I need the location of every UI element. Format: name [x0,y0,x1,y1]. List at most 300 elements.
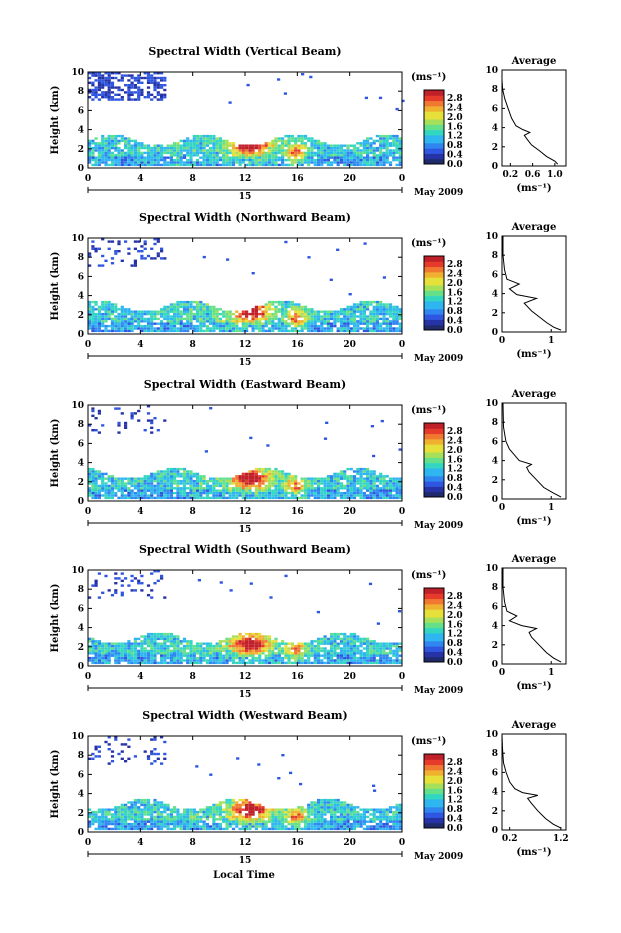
heatmap-cell [196,659,199,661]
heatmap-cell [203,821,206,823]
heatmap-cell [307,164,310,166]
heatmap-cell [307,137,310,139]
heatmap-cell [180,655,183,657]
heatmap-cell [150,330,153,332]
heatmap-cell [363,657,366,659]
heatmap-cell [252,473,255,475]
heatmap-cell [196,650,199,652]
heatmap-cell [98,313,101,315]
heatmap-cell [363,147,366,149]
heatmap-cell [314,492,317,494]
heatmap-cell [127,323,130,325]
heatmap-cell [127,652,130,654]
heatmap-cell [245,647,248,649]
heatmap-cell [389,325,392,327]
heatmap-cell [399,659,402,661]
heatmap-cell [140,154,143,156]
heatmap-cell [140,482,143,484]
heatmap-cell [176,306,179,308]
heatmap-cell [147,145,150,147]
heatmap-cell [121,313,124,315]
heatmap-cell [189,811,192,813]
heatmap-cell [350,485,353,487]
heatmap-cell [346,154,349,156]
heatmap-cell [193,645,196,647]
heatmap-cell [288,473,291,475]
heatmap-cell [333,157,336,159]
heatmap-cell [291,478,294,480]
heatmap-cell [176,490,179,492]
heatmap-cell [186,821,189,823]
heatmap-cell [252,635,255,637]
heatmap-cell [91,478,94,480]
heatmap-cell [91,650,94,652]
heatmap-cell [379,659,382,661]
heatmap-cell [373,318,376,320]
heatmap-cell [310,478,313,480]
heatmap-cell [386,485,389,487]
heatmap-cell [101,473,104,475]
heatmap-cell [360,313,363,315]
heatmap-cell [131,828,134,830]
heatmap-cell [203,311,206,313]
heatmap-cell [199,659,202,661]
heatmap-cell [167,152,170,154]
heatmap-cell [157,240,160,242]
average-y-tick-label: 0 [492,162,498,172]
heatmap-cell [186,325,189,327]
heatmap-cell [219,149,222,151]
heatmap-cell [104,152,107,154]
heatmap-cell [189,494,192,496]
heatmap-cell [183,825,186,827]
heatmap-cell [281,140,284,142]
heatmap-cell [399,487,402,489]
heatmap-cell [258,650,261,652]
heatmap-cell [242,652,245,654]
heatmap-cell [310,494,313,496]
heatmap-cell [327,157,330,159]
heatmap-cell [314,330,317,332]
heatmap-cell [160,647,163,649]
heatmap-cell [297,652,300,654]
heatmap-cell [297,320,300,322]
heatmap-cell [98,647,101,649]
heatmap-cell [209,311,212,313]
heatmap-cell [255,325,258,327]
heatmap-cell [297,145,300,147]
heatmap-cell [310,313,313,315]
heatmap-cell [216,482,219,484]
heatmap-cell [173,643,176,645]
heatmap-cell [373,142,376,144]
heatmap-cell [131,417,134,419]
heatmap-cell [301,323,304,325]
heatmap-cell [176,635,179,637]
heatmap-cell [203,482,206,484]
heatmap-cell [271,161,274,163]
heatmap-cell [206,823,209,825]
heatmap-cell [219,478,222,480]
heatmap-cell [117,485,120,487]
heatmap-cell [333,315,336,317]
heatmap-cell [163,306,166,308]
heatmap-cell [288,487,291,489]
heatmap-cell [183,313,186,315]
heatmap-cell [199,828,202,830]
heatmap-cell [281,485,284,487]
heatmap-cell [104,154,107,156]
average-y-tick-label: 10 [485,232,498,242]
heatmap-cell [140,823,143,825]
heatmap-cell [163,149,166,151]
heatmap-cell [95,157,98,159]
heatmap-cell [131,161,134,163]
heatmap-cell [209,662,212,664]
heatmap-cell [386,303,389,305]
heatmap-cell [258,492,261,494]
heatmap-cell [91,327,94,329]
heatmap-cell [104,301,107,303]
heatmap-cell [261,149,264,151]
heatmap-cell [265,152,268,154]
heatmap-cell [199,152,202,154]
heatmap-cell [147,320,150,322]
heatmap-cell [317,149,320,151]
heatmap-cell [140,485,143,487]
heatmap-cell [137,487,140,489]
average-title: Average [511,554,557,565]
heatmap-cell [98,320,101,322]
heatmap-cell [379,497,382,499]
heatmap-cell [242,480,245,482]
heatmap-cell [232,147,235,149]
heatmap-cell [314,325,317,327]
heatmap-cell [117,140,120,142]
heatmap-cell [363,306,366,308]
heatmap-cell [278,308,281,310]
heatmap-cell [117,650,120,652]
heatmap-cell [147,811,150,813]
heatmap-cell [95,492,98,494]
heatmap-cell [111,262,114,264]
heatmap-cell [203,813,206,815]
heatmap-cell [111,330,114,332]
heatmap-cell [193,490,196,492]
heatmap-cell [317,157,320,159]
heatmap-cell [147,96,150,98]
heatmap-cell [288,643,291,645]
heatmap-cell [137,657,140,659]
heatmap-cell [366,152,369,154]
heatmap-cell [186,308,189,310]
heatmap-cell [343,492,346,494]
heatmap-cell [337,315,340,317]
heatmap-cell [196,487,199,489]
heatmap-cell [186,306,189,308]
heatmap-cell [196,652,199,654]
heatmap-cell [134,818,137,820]
heatmap-cell [291,662,294,664]
heatmap-cell [131,497,134,499]
heatmap-cell [294,147,297,149]
heatmap-cell [216,137,219,139]
heatmap-cell [121,323,124,325]
heatmap-cell [396,492,399,494]
heatmap-cell [131,154,134,156]
heatmap-cell [360,468,363,470]
heatmap-cell [91,315,94,317]
heatmap-cell [317,645,320,647]
heatmap-cell [268,154,271,156]
heatmap-cell [150,320,153,322]
heatmap-cell [386,492,389,494]
heatmap-cell [386,142,389,144]
heatmap-cell [108,659,111,661]
y-tick-label: 10 [71,234,84,244]
heatmap-cell [144,659,147,661]
heatmap-cell [278,157,281,159]
heatmap-cell [291,652,294,654]
heatmap-cell [157,809,160,811]
heatmap-cell [117,811,120,813]
heatmap-cell [274,490,277,492]
heatmap-cell [98,323,101,325]
heatmap-cell [206,492,209,494]
heatmap-cell [327,494,330,496]
heatmap-cell [124,657,127,659]
heatmap-cell [399,164,402,166]
heatmap-cell [189,303,192,305]
average-y-tick-label: 8 [492,418,498,428]
heatmap-cell [206,809,209,811]
heatmap-cell [284,497,287,499]
heatmap-cell [91,98,94,100]
heatmap-cell [307,659,310,661]
heatmap-cell [134,494,137,496]
heatmap-cell [121,804,124,806]
heatmap-cell [268,157,271,159]
heatmap-cell [229,643,232,645]
heatmap-cell [219,494,222,496]
heatmap-cell [252,149,255,151]
heatmap-cell [147,255,150,257]
heatmap-cell [258,327,261,329]
heatmap-cell [212,480,215,482]
heatmap-cell [153,816,156,818]
heatmap-cell [147,311,150,313]
heatmap-cell [170,315,173,317]
heatmap-cell [140,311,143,313]
heatmap-cell [389,330,392,332]
heatmap-cell [382,308,385,310]
heatmap-cell [127,327,130,329]
colorbar-tick-label: 0.8 [447,639,463,649]
heatmap-cell [269,596,272,598]
heatmap-cell [114,577,117,579]
heatmap-cell [98,318,101,320]
heatmap-cell [127,318,130,320]
heatmap-cell [242,494,245,496]
heatmap-cell [304,315,307,317]
heatmap-cell [131,589,134,591]
heatmap-cell [212,485,215,487]
heatmap-cell [183,306,186,308]
heatmap-cell [281,161,284,163]
heatmap-cell [235,645,238,647]
x-tick-label: 0 [399,672,405,682]
heatmap-cell [104,157,107,159]
heatmap-cell [382,318,385,320]
heatmap-cell [225,164,228,166]
heatmap-cell [147,164,150,166]
heatmap-cell [373,645,376,647]
heatmap-cell [310,149,313,151]
heatmap-cell [369,145,372,147]
heatmap-cell [108,79,111,81]
heatmap-cell [104,575,107,577]
heatmap-cell [199,811,202,813]
heatmap-cell [327,161,330,163]
heatmap-cell [121,135,124,137]
heatmap-cell [111,650,114,652]
heatmap-cell [114,164,117,166]
heatmap-cell [199,662,202,664]
heatmap-cell [317,638,320,640]
heatmap-cell [163,318,166,320]
heatmap-cell [396,652,399,654]
heatmap-cell [134,478,137,480]
heatmap-cell [366,164,369,166]
heatmap-cell [137,311,140,313]
heatmap-cell [382,147,385,149]
heatmap-cell [157,492,160,494]
heatmap-cell [252,152,255,154]
average-x-tick-label: 0 [499,336,505,346]
heatmap-cell [95,417,98,419]
heatmap-cell [150,497,153,499]
heatmap-cell [91,325,94,327]
heatmap-cell [173,635,176,637]
heatmap-cell [222,801,225,803]
heatmap-cell [91,323,94,325]
heatmap-cell [379,303,382,305]
heatmap-cell [399,149,402,151]
heatmap-cell [379,137,382,139]
heatmap-cell [245,315,248,317]
heatmap-cell [91,415,94,417]
heatmap-cell [153,485,156,487]
heatmap-cell [114,478,117,480]
heatmap-cell [127,325,130,327]
heatmap-cell [140,818,143,820]
heatmap-cell [261,154,264,156]
heatmap-cell [369,327,372,329]
heatmap-cell [183,811,186,813]
heatmap-cell [301,135,304,137]
heatmap-cell [111,497,114,499]
heatmap-cell [91,475,94,477]
heatmap-cell [186,809,189,811]
heatmap-cell [369,157,372,159]
heatmap-cell [271,478,274,480]
heatmap-cell [144,164,147,166]
heatmap-cell [396,482,399,484]
heatmap-cell [144,77,147,79]
heatmap-cell [297,306,300,308]
heatmap-cell [157,645,160,647]
heatmap-cell [147,86,150,88]
heatmap-cell [389,303,392,305]
heatmap-cell [373,147,376,149]
heatmap-cell [216,659,219,661]
heatmap-cell [199,142,202,144]
heatmap-cell [170,475,173,477]
heatmap-cell [121,813,124,815]
heatmap-cell [386,657,389,659]
heatmap-cell [144,638,147,640]
heatmap-cell [268,142,271,144]
heatmap-cell [366,303,369,305]
heatmap-cell [284,645,287,647]
heatmap-cell [301,485,304,487]
x-tick-label: 16 [291,672,304,682]
heatmap-cell [239,164,242,166]
heatmap-cell [212,492,215,494]
heatmap-cell [274,655,277,657]
heatmap-cell [121,149,124,151]
heatmap-cell [366,657,369,659]
heatmap-cell [137,806,140,808]
heatmap-cell [134,152,137,154]
heatmap-cell [386,643,389,645]
heatmap-cell [212,137,215,139]
heatmap-cell [229,647,232,649]
heatmap-cell [242,482,245,484]
heatmap-cell [255,308,258,310]
heatmap-cell [163,659,166,661]
colorbar [411,570,463,668]
heatmap-cell [150,645,153,647]
heatmap-cell [314,313,317,315]
heatmap-cell [261,164,264,166]
heatmap-cell [140,255,143,257]
heatmap-cell [212,645,215,647]
heatmap-cell [203,161,206,163]
heatmap-cell [376,487,379,489]
heatmap-cell [117,422,120,424]
heatmap-cell [350,647,353,649]
heatmap-cell [196,303,199,305]
heatmap-cell [183,640,186,642]
heatmap-cell [330,482,333,484]
heatmap-cell [98,152,101,154]
heatmap-cell [346,159,349,161]
heatmap-cell [131,74,134,76]
heatmap-cell [225,828,228,830]
heatmap-cell [232,313,235,315]
heatmap-cell [91,157,94,159]
heatmap-cell [239,657,242,659]
heatmap-cell [392,311,395,313]
heatmap-cell [350,482,353,484]
heatmap-cell [320,497,323,499]
heatmap-cell [294,490,297,492]
heatmap-cell [291,330,294,332]
heatmap-cell [189,140,192,142]
heatmap-cell [144,161,147,163]
heatmap-cell [114,147,117,149]
